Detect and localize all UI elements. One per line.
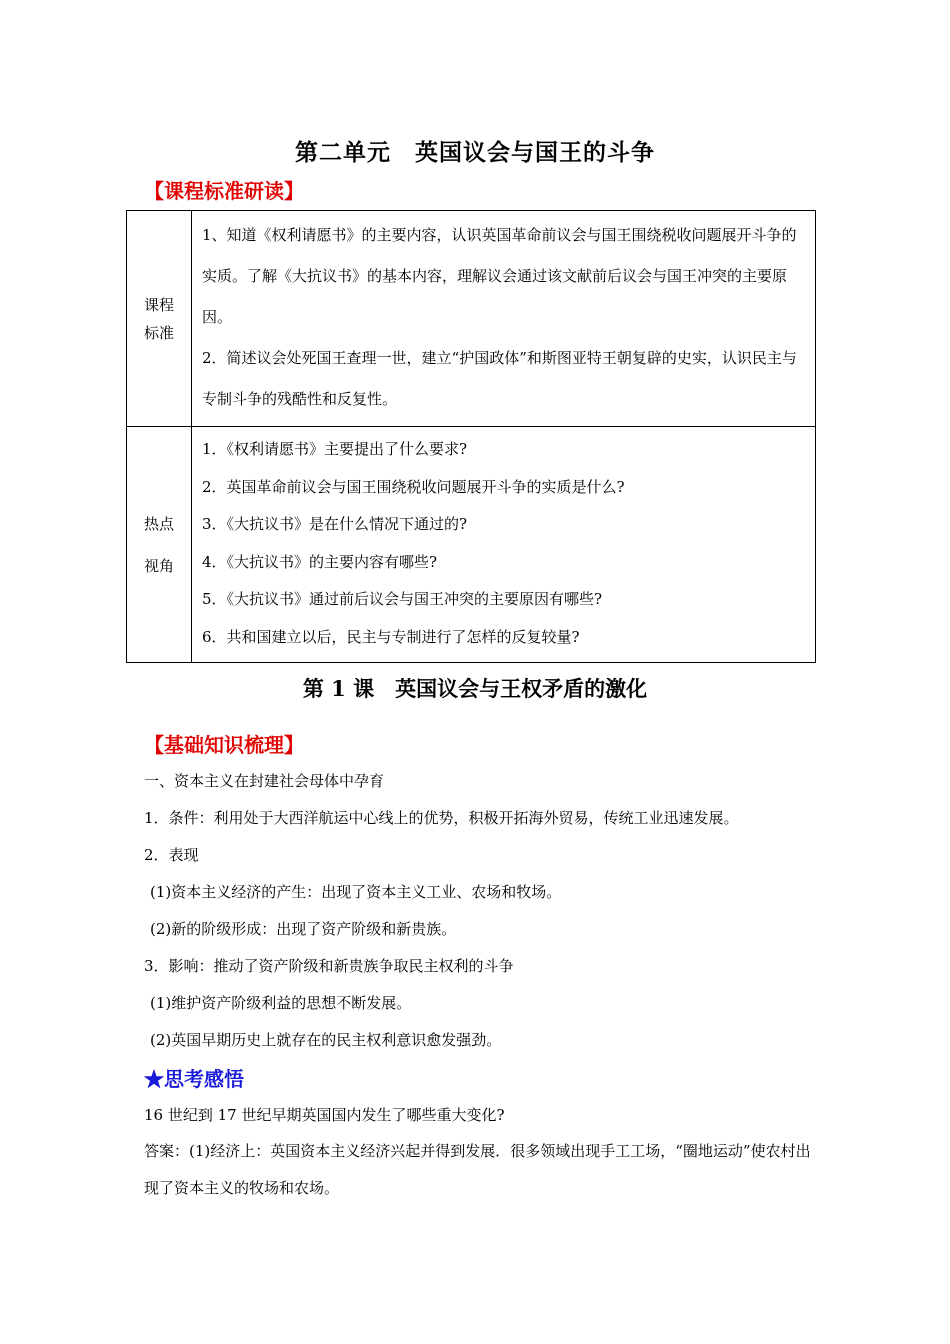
list-item: 4．《大抗议书》的主要内容有哪些?	[202, 552, 438, 571]
row-label-text: 视角	[143, 556, 174, 575]
list-item: 3．《大抗议书》是在什么情况下通过的?	[202, 515, 468, 533]
list-item: 6．共和国建立以后，民主与专制进行了怎样的反复较量?	[202, 627, 580, 646]
row-label-text: 课程	[143, 295, 174, 314]
knowledge-line: (2)新的阶级形成：出现了资产阶级和新贵族。	[150, 920, 457, 938]
curriculum-table	[126, 210, 816, 663]
knowledge-line: 2．表现	[144, 846, 199, 864]
row-label	[127, 211, 192, 427]
list-item: 1、知道《权利请愿书》的主要内容，认识英国革命前议会与国王围绕税收问题展开斗争的实质。了解《大抗议书》的基本内容，理解议会通过该文献前后议会与国王冲突的主要原因。	[202, 226, 797, 326]
lesson-title: 第 1 课 英国议会与王权矛盾的激化	[302, 676, 648, 701]
answer-text: 答案：(1)经济上：英国资本主义经济兴起并得到发展．很多领域出现手工工场，“圈地运动”使农村出现了资本主义的牧场和农场。	[144, 1142, 811, 1197]
section-heading-curriculum: 【课程标准研读】	[144, 179, 304, 203]
question-text: 16 世纪到 17 世纪早期英国国内发生了哪些重大变化?	[144, 1106, 505, 1124]
list-item: 2．简述议会处死国王查理一世，建立“护国政体”和斯图亚特王朝复辟的史实，认识民主与专制斗争的残酷性和反复性。	[202, 349, 797, 408]
row-content	[192, 427, 816, 663]
table-row	[127, 427, 816, 663]
knowledge-line: 3．影响：推动了资产阶级和新贵族争取民主权利的斗争	[144, 957, 514, 975]
list-item: 5．《大抗议书》通过前后议会与国王冲突的主要原因有哪些?	[202, 590, 603, 608]
section-heading-basics: 【基础知识梳理】	[144, 733, 304, 757]
unit-title: 第二单元 英国议会与国王的斗争	[295, 139, 655, 166]
list-item: 1．《权利请愿书》主要提出了什么要求?	[202, 440, 468, 458]
row-label	[127, 427, 192, 663]
knowledge-line: (1)维护资产阶级利益的思想不断发展。	[150, 994, 412, 1012]
knowledge-line: 1．条件：利用处于大西洋航运中心线上的优势，积极开拓海外贸易，传统工业迅速发展。	[144, 809, 739, 827]
knowledge-line: (1)资本主义经济的产生：出现了资本主义工业、农场和牧场。	[150, 883, 562, 901]
think-heading: ★思考感悟	[144, 1067, 244, 1091]
knowledge-line: 一、资本主义在封建社会母体中孕育	[144, 772, 385, 790]
row-content	[192, 211, 816, 427]
table-row	[127, 211, 816, 427]
knowledge-line: (2)英国早期历史上就存在的民主权利意识愈发强劲。	[150, 1031, 502, 1049]
row-label-text: 标准	[143, 323, 174, 342]
row-label-text: 热点	[143, 514, 174, 533]
list-item: 2．英国革命前议会与国王围绕税收问题展开斗争的实质是什么?	[202, 477, 625, 496]
